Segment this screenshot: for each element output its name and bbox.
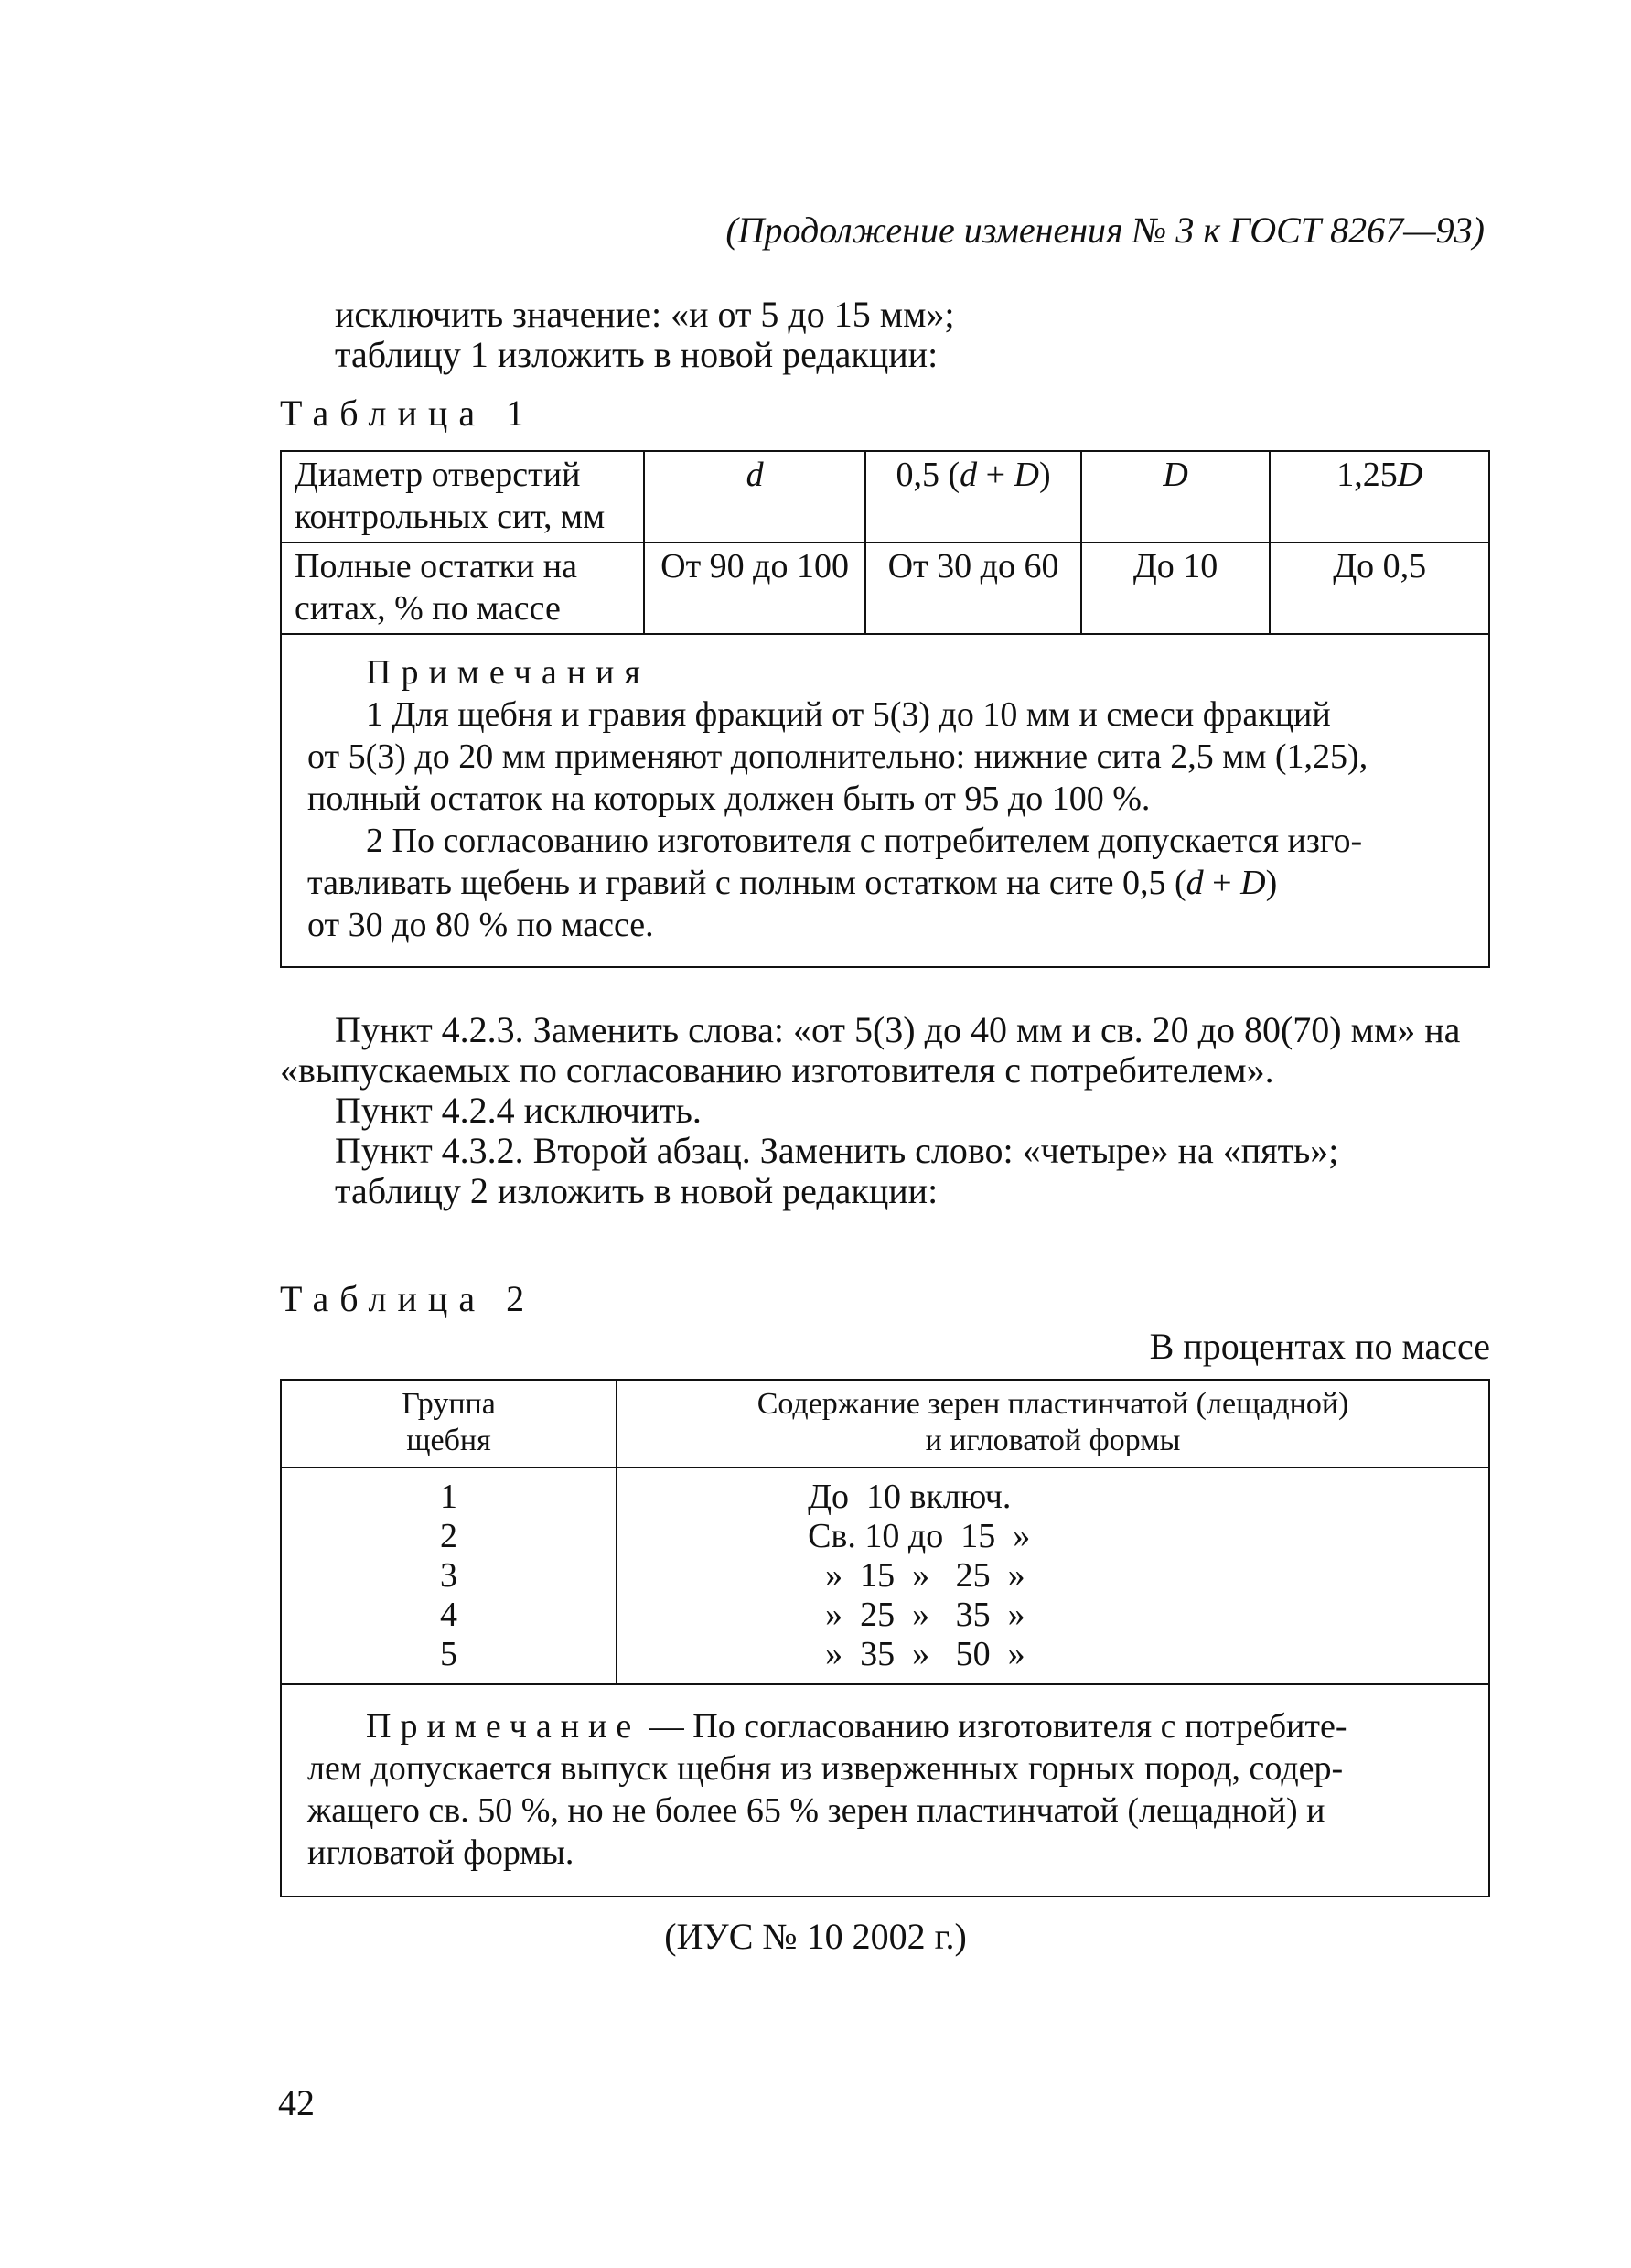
table2-content: » 25 » 35 » xyxy=(808,1596,1025,1634)
body-p4: таблицу 2 изложить в новой редакции: xyxy=(335,1170,939,1211)
table2-group: 3 xyxy=(440,1556,458,1595)
table2-note-row xyxy=(281,1684,1489,1897)
table1-notes-row xyxy=(281,634,1489,967)
table2-note xyxy=(281,1684,1489,1897)
table2-header-group: Группа щебня xyxy=(281,1380,617,1467)
publication-reference: (ИУС № 10 2002 г.) xyxy=(664,1916,967,1957)
intro-line-1: исключить значение: «и от 5 до 15 мм»; xyxy=(335,294,955,335)
table2-content: » 35 » 50 » xyxy=(808,1635,1025,1673)
table2-header-row xyxy=(281,1380,1489,1467)
table1-note2-line2: тавливать щебень и гравий с полным остатком на сите 0,5 (d + D) xyxy=(307,864,1278,902)
page-header: (Продолжение изменения № 3 к ГОСТ 8267—93) xyxy=(725,210,1485,251)
table2-header-content: Содержание зерен пластинчатой (лещадной) и игловатой формы xyxy=(617,1380,1489,1467)
table1-row2-label: Полные остатки на ситах, % по массе xyxy=(281,543,644,634)
table1-note2-line3: от 30 до 80 % по массе. xyxy=(307,906,654,944)
table1-row1-cell-3: D xyxy=(1081,451,1271,543)
table1-note2-line1: 2 По согласованию изготовителя с потребителем допускается изго- xyxy=(366,822,1363,860)
table1-note1-line2: от 5(3) до 20 мм применяют дополнительно: нижние сита 2,5 мм (1,25), xyxy=(307,737,1368,776)
table2-group: 5 xyxy=(440,1635,458,1673)
table1-row-residue xyxy=(281,543,1489,634)
table2-contents-cell xyxy=(617,1467,1489,1684)
table2-group: 2 xyxy=(440,1517,458,1555)
table1-note1-line3: полный остаток на которых должен быть от 95 до 100 %. xyxy=(307,779,1151,818)
body-p3: Пункт 4.3.2. Второй абзац. Заменить слово: «четыре» на «пять»; xyxy=(335,1130,1339,1171)
table-1 xyxy=(280,450,1490,968)
table2-unit-note: В процентах по массе xyxy=(1149,1326,1490,1367)
table1-note1-line1: 1 Для щебня и гравия фракций от 5(3) до 10 мм и смеси фракций xyxy=(366,695,1331,734)
table1-row-diameter xyxy=(281,451,1489,543)
table2-group: 4 xyxy=(440,1596,458,1634)
table1-row2-cell-3: До 10 xyxy=(1081,543,1271,634)
table1-notes xyxy=(281,634,1489,967)
intro-line-2: таблицу 1 изложить в новой редакции: xyxy=(335,334,939,375)
table2-content: » 15 » 25 » xyxy=(808,1556,1025,1595)
table2-group: 1 xyxy=(440,1478,458,1516)
table1-row1-cell-4: 1,25D xyxy=(1270,451,1489,543)
table1-row1-label: Диаметр отверстий контрольных сит, мм xyxy=(281,451,644,543)
body-p2: Пункт 4.2.4 исключить. xyxy=(335,1090,702,1131)
table1-row1-cell-1: d xyxy=(644,451,865,543)
table2-note-line4: игловатой формы. xyxy=(307,1833,574,1872)
table1-row2-cell-1: От 90 до 100 xyxy=(644,543,865,634)
page-number: 42 xyxy=(278,2082,315,2123)
table2-caption: Таблица 2 xyxy=(280,1278,536,1319)
table2-content: Св. 10 до 15 » xyxy=(808,1517,1031,1555)
table2-note-line3: жащего св. 50 %, но не более 65 % зерен пластинчатой (лещадной) и xyxy=(307,1791,1325,1830)
table1-row2-cell-2: От 30 до 60 xyxy=(865,543,1081,634)
table1-row1-cell-2: 0,5 (d + D) xyxy=(865,451,1081,543)
table1-row2-cell-4: До 0,5 xyxy=(1270,543,1489,634)
table1-notes-heading: Примечания xyxy=(366,653,650,692)
table2-data-row xyxy=(281,1467,1489,1684)
table2-note-line2: лем допускается выпуск щебня из изверженных горных пород, содер- xyxy=(307,1749,1344,1788)
table2-content: До 10 включ. xyxy=(808,1478,1012,1516)
table-2 xyxy=(280,1379,1490,1897)
table1-caption: Таблица 1 xyxy=(280,392,536,434)
body-p1-line2: «выпускаемых по согласованию изготовителя с потребителем». xyxy=(280,1049,1274,1091)
table2-note-line1: Примечание — По согласованию изготовителя с потребите- xyxy=(366,1707,1347,1746)
table2-groups-cell xyxy=(281,1467,617,1684)
body-p1-line1: Пункт 4.2.3. Заменить слова: «от 5(3) до 40 мм и св. 20 до 80(70) мм» на xyxy=(335,1009,1461,1050)
